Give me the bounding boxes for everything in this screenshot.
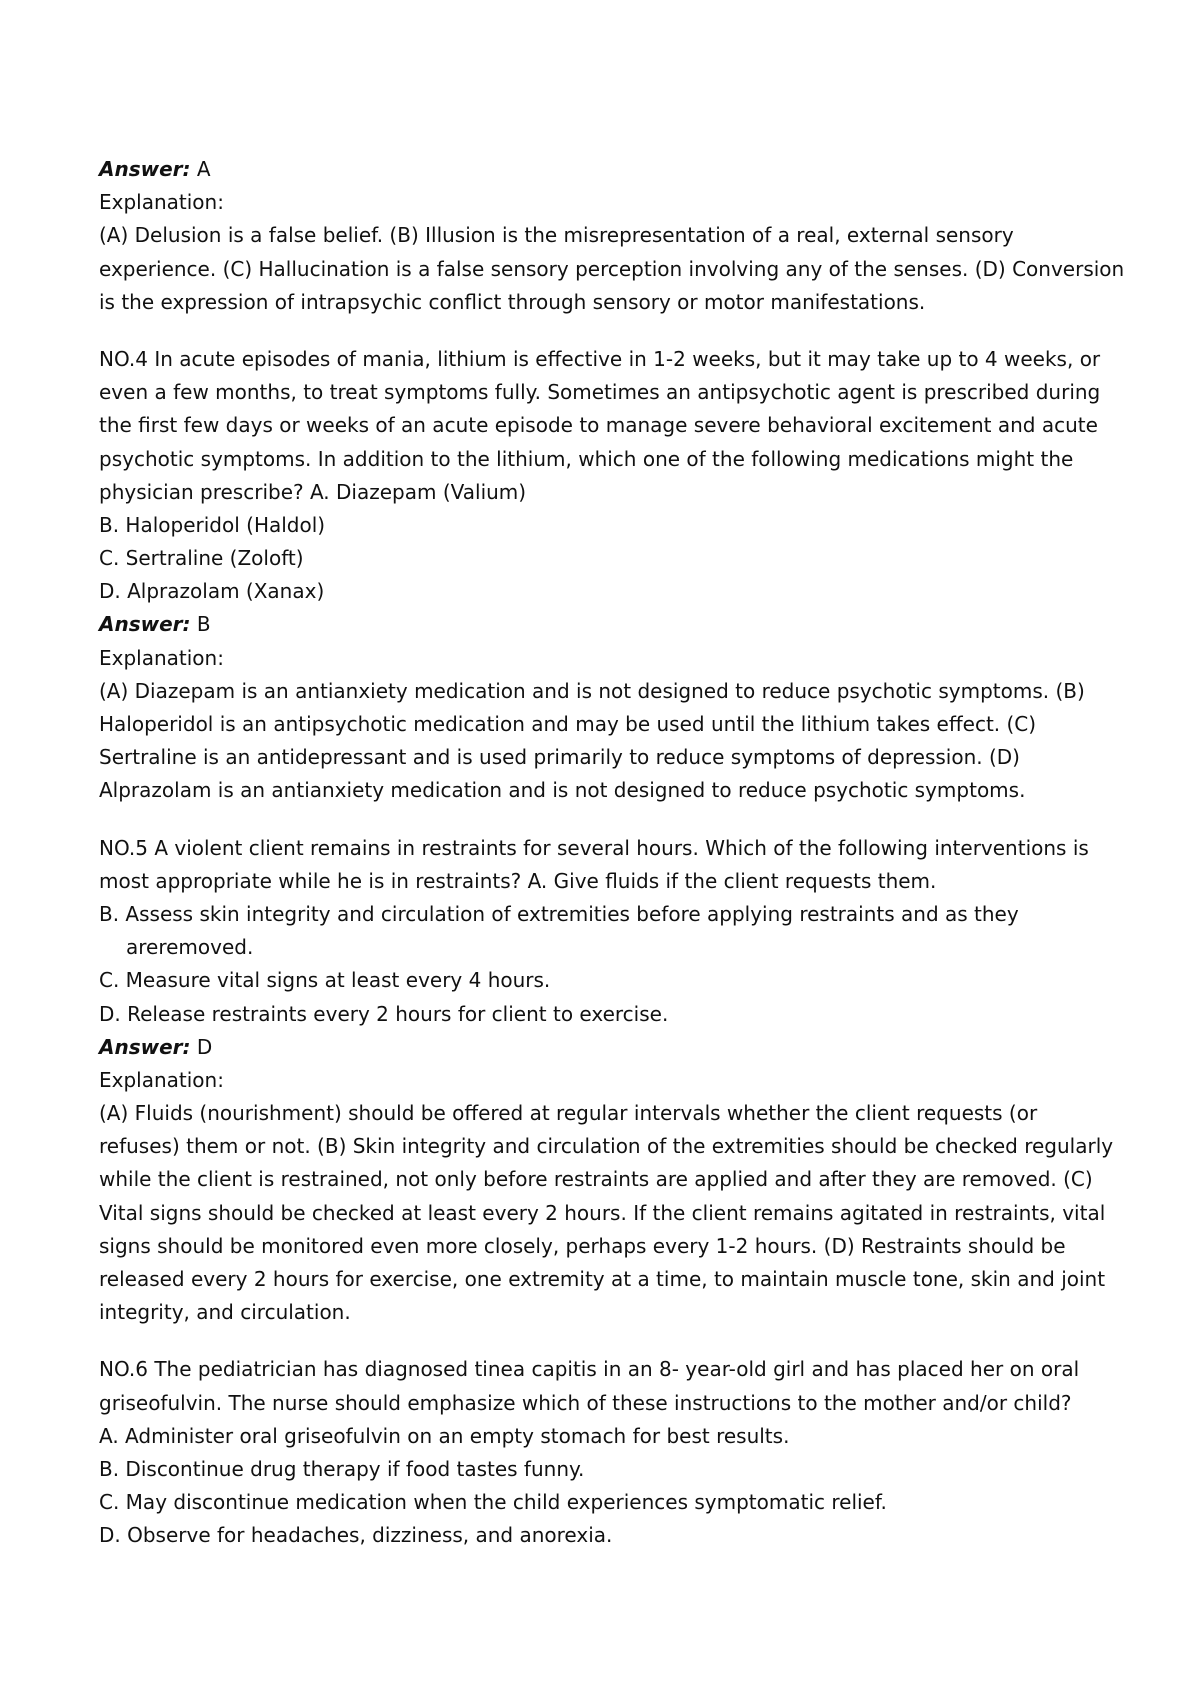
explanation-label: Explanation:: [99, 645, 224, 670]
explanation-line: refuses) them or not. (B) Skin integrity and circulation of the extremities should be checked regularly: [99, 1134, 1114, 1159]
explanation-line: Haloperidol is an antipsychotic medication and may be used until the lithium takes effect. (C): [99, 712, 1037, 736]
question-5-line: most appropriate while he is in restraints? A. Give fluids if the client requests them.: [99, 868, 937, 893]
question-6-line: NO.6 The pediatrician has diagnosed tinea capitis in an 8- year-old girl and has placed her on oral: [99, 1357, 1080, 1382]
answer-label: Answer:: [99, 612, 191, 637]
explanation-label: Explanation:: [99, 190, 224, 215]
paragraph-gap: [99, 808, 1099, 832]
option-a: A. Administer oral griseofulvin on an empty stomach for best results.: [99, 1423, 790, 1448]
question-4-line: even a few months, to treat symptoms fully. Sometimes an antipsychotic agent is prescribed during: [99, 380, 1101, 405]
option-c: C. Measure vital signs at least every 4 hours.: [99, 968, 551, 993]
answer-value: D: [196, 1034, 213, 1059]
answer-line: [99, 1031, 1099, 1064]
question-4-line: NO.4 In acute episodes of mania, lithium is effective in 1-2 weeks, but it may take up to 4 weeks, or: [99, 346, 1101, 371]
option-c: C. Sertraline (Zoloft): [99, 546, 304, 571]
explanation-line: while the client is restrained, not only before restraints are applied and after they are removed. (C): [99, 1167, 1093, 1192]
explanation-line: signs should be monitored even more closely, perhaps every 1-2 hours. (D) Restraints should be: [99, 1233, 1066, 1258]
option-b-continued: areremoved.: [126, 935, 254, 960]
option-d: D. Observe for headaches, dizziness, and anorexia.: [99, 1523, 613, 1548]
explanation-line: released every 2 hours for exercise, one extremity at a time, to maintain muscle tone, skin and joint: [99, 1267, 1106, 1291]
explanation-line: is the expression of intrapsychic conflict through sensory or motor manifestations.: [99, 289, 926, 314]
paragraph-gap: [99, 1329, 1099, 1353]
option-d: D. Alprazolam (Xanax): [99, 579, 325, 604]
explanation-line: Vital signs should be checked at least every 2 hours. If the client remains agitated in restraints, vital: [99, 1200, 1106, 1225]
question-5-line: NO.5 A violent client remains in restraints for several hours. Which of the following interventions is: [99, 835, 1089, 860]
option-c: C. May discontinue medication when the child experiences symptomatic relief.: [99, 1490, 887, 1515]
explanation-label: Explanation:: [99, 1067, 224, 1092]
question-4-line: psychotic symptoms. In addition to the lithium, which one of the following medications might the: [99, 446, 1074, 471]
option-b: B. Haloperidol (Haldol): [99, 512, 326, 537]
answer-value: A: [196, 157, 211, 181]
answer-label: Answer:: [99, 1034, 191, 1059]
answer-value: B: [196, 612, 211, 637]
answer-line: [99, 153, 1099, 186]
question-4-line: physician prescribe? A. Diazepam (Valium): [99, 479, 527, 504]
option-d: D. Release restraints every 2 hours for client to exercise.: [99, 1001, 669, 1026]
explanation-line: (A) Fluids (nourishment) should be offered at regular intervals whether the client requests (or: [99, 1101, 1038, 1126]
explanation-line: Sertraline is an antidepressant and is used primarily to reduce symptoms of depression. (D): [99, 745, 1020, 770]
option-b: B. Discontinue drug therapy if food tastes funny.: [99, 1456, 585, 1481]
page-content: [99, 153, 1125, 1553]
paragraph-gap: [99, 319, 1099, 343]
explanation-line: Alprazolam is an antianxiety medication and is not designed to reduce psychotic symptoms.: [99, 778, 1026, 803]
question-4-line: the first few days or weeks of an acute episode to manage severe behavioral excitement and acute: [99, 413, 1098, 438]
answer-label: Answer:: [99, 157, 191, 181]
explanation-line: (A) Diazepam is an antianxiety medication and is not designed to reduce psychotic symptoms. (B): [99, 678, 1085, 703]
explanation-line: integrity, and circulation.: [99, 1300, 351, 1325]
option-b: B. Assess skin integrity and circulation of extremities before applying restraints and as they: [99, 901, 1019, 926]
explanation-line: experience. (C) Hallucination is a false sensory perception involving any of the senses. (D) Conversion: [99, 256, 1125, 281]
explanation-line: (A) Delusion is a false belief. (B) Illusion is the misrepresentation of a real, external sensory: [99, 223, 1014, 248]
question-6-line: griseofulvin. The nurse should emphasize which of these instructions to the mother and/or child?: [99, 1390, 1072, 1415]
answer-line: [99, 608, 1099, 641]
